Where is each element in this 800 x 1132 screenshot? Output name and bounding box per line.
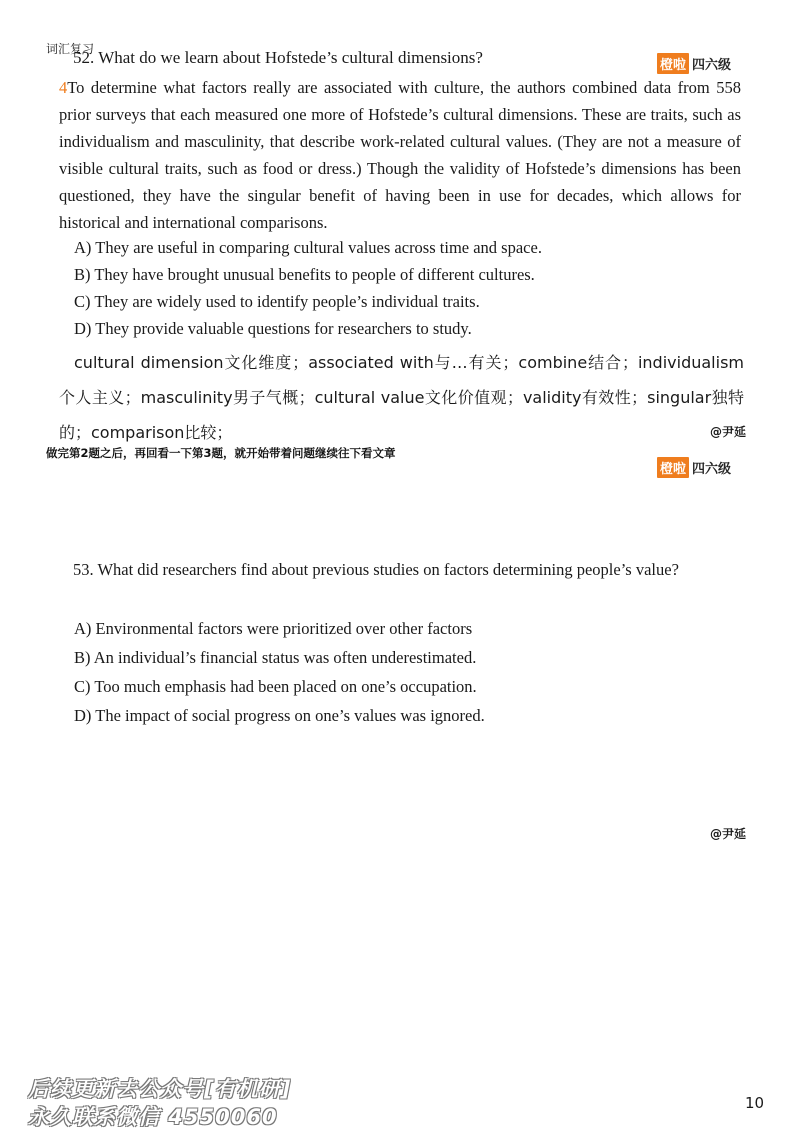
vocab-review-tag: 词汇复习 [46,42,95,56]
reading-note: 做完第2题之后，再回看一下第3题，就开始带着问题继续往下看文章 [46,446,396,460]
author-credit-top: @尹延 [710,425,747,439]
q53-option-d: D) The impact of social progress on one’s values was ignored. [74,706,485,725]
q52-option-a: A) They are useful in comparing cultural values across time and space. [74,238,542,257]
author-credit-bottom: @尹延 [710,827,747,841]
q52-option-d: D) They provide valuable questions for researchers to study. [74,319,472,338]
paragraph-number: 4 [59,78,68,97]
q52-option-c: C) They are widely used to identify people’s individual traits. [74,292,480,311]
brand-logo-text: 橙啦 [657,53,689,74]
question-53-title: 53. What did researchers find about previous studies on factors determining people’s value? [73,560,679,579]
brand-logo-bottom [657,457,731,478]
watermark-line-2: 永久联系微信 4550060 [28,1105,278,1129]
vocab-list: cultural dimension文化维度；associated with与…有关；combine结合；individualism个人主义；masculinity男子气概；cultural value文化价值观；validity有效性；singular独特的；comparison比较； [59,353,744,442]
watermark [28,1075,291,1131]
q52-option-b: B) They have brought unusual benefits to people of different cultures. [74,265,535,284]
q53-option-b: B) An individual’s financial status was often underestimated. [74,648,477,667]
passage-text: To determine what factors really are associated with culture, the authors combined data from 558 prior surveys that each measured one more of Hofstede’s cultural dimensions. These are traits, such as individualism and masculinity, that describe work-related cultural values. (They are not a measure of visible cultural traits, such as food or dress.) Though the validity of Hofstede’s dimensions has been questioned, they have the singular benefit of having been in use for decades, which allows for historical and international comparisons. [59,78,741,232]
q53-option-a: A) Environmental factors were prioritized over other factors [74,619,473,638]
page-number: 10 [745,1094,765,1112]
passage-paragraph [59,74,741,236]
brand-level-text: 四六级 [692,462,732,477]
question-52-title: 52. What do we learn about Hofstede’s cultural dimensions? [73,48,483,67]
q53-option-c: C) Too much emphasis had been placed on one’s occupation. [74,677,477,696]
brand-logo-top [657,53,731,74]
brand-logo-text: 橙啦 [657,457,689,478]
brand-level-text: 四六级 [692,58,732,73]
watermark-line-1: 后续更新去公众号[有机研] [28,1077,292,1101]
